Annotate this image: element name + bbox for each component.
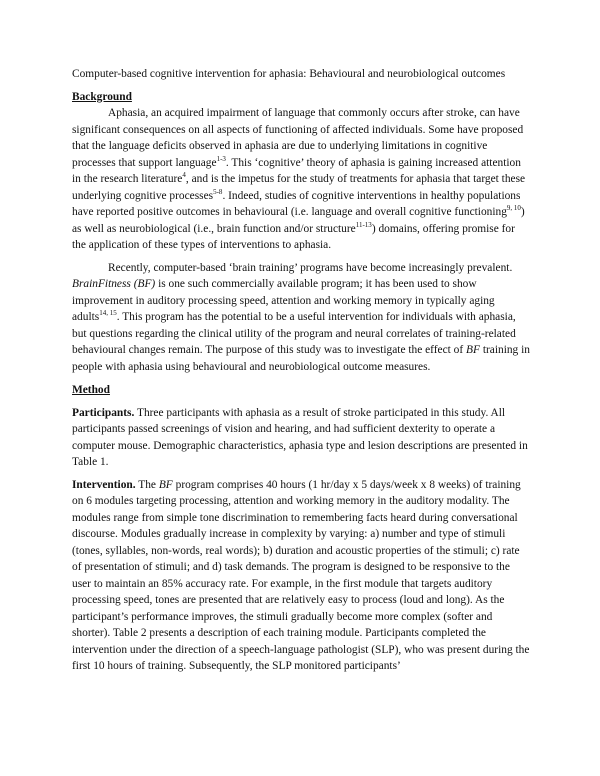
program-abbrev: BF (158, 478, 173, 491)
citation: 4 (182, 171, 186, 180)
document-title: Computer-based cognitive intervention for aphasia: Behavioural and neurobiological outcomes (72, 68, 506, 80)
citation: 5-8 (213, 187, 223, 196)
text: . This program has the potential to be a useful intervention for individuals with aphasia, but questions regarding the clinical utility of the program and neural correlates of training-related behavioural changes remain. The purpose of this study was to investigate the effect of (72, 311, 516, 356)
participants-paragraph (72, 405, 530, 471)
intervention-paragraph (72, 477, 530, 675)
text: Aphasia, an acquired impairment of language that commonly occurs after stroke, can have significant consequences on all aspects of functioning of affected individuals. Some have proposed that the language deficits observed in aphasia are due to underlying limitations in cognitive processes that support language (72, 107, 524, 169)
text: Recently, computer-based ‘brain training’ programs have become increasingly prevalent. (108, 261, 513, 274)
text: . Indeed, studies of cognitive interventions in healthy populations have reported positive outcomes in behavioural (i.e. language and overall cognitive functioning (72, 189, 521, 218)
text: program comprises 40 hours (1 hr/day x 5 days/week x 8 weeks) of training on 6 modules targeting processing, attention and working memory in the auditory modality. The modules range from simple tone discrimination to remembering facts heard during conversational discourse. Modules gradually increase in complexity by varying: a) number and type of stimuli (tones, syllables, non-words, real words); b) duration and acoustic properties of the stimuli; c) rate of presentation of stimuli; and d) task demands. The program is designed to be responsive to the user to maintain an 85% accuracy rate. For example, in the first module that targets auditory processing speed, tones are presented that are relatively easy to process (loud and long). As the participant’s performance improves, the stimuli gradually become more complex (softer and shorter). Table 2 presents a description of each training module. Participants completed the intervention under the direction of a speech-language pathologist (SLP), who was present during the first 10 hours of training. Subsequently, the SLP monitored participants’ (72, 478, 530, 672)
subheading-intervention: Intervention. (72, 478, 136, 491)
citation: 1-3 (216, 154, 226, 163)
background-paragraph-2 (72, 260, 530, 376)
text: ) as well as neurobiological (i.e., brain function and/or structure (72, 206, 525, 235)
document-page (72, 66, 530, 675)
text: . This ‘cognitive’ theory of aphasia is gaining increased attention in the research literature (72, 156, 521, 185)
text: ) domains, offering promise for the application of these types of interventions to aphasia. (72, 222, 515, 251)
section-heading-method: Method (72, 384, 110, 396)
citation: 11-13 (355, 220, 372, 229)
text: Three participants with aphasia as a result of stroke participated in this study. All participants passed screenings of vision and hearing, and had sufficient dexterity to operate a computer mouse. Demographic characteristics, aphasia type and lesion descriptions are presented in Table 1. (72, 406, 528, 468)
subheading-participants: Participants. (72, 406, 135, 419)
background-paragraph-1 (72, 105, 530, 254)
text: , and is the impetus for the study of treatments for aphasia that target these underlying cognitive processes (72, 173, 526, 202)
program-name: BrainFitness (BF) (72, 278, 156, 290)
citation: 14, 15 (99, 309, 117, 318)
text: The (138, 478, 156, 491)
text: is one such commercially available program; it has been used to show improvement in auditory processing speed, attention and working memory in typically aging adults (72, 278, 495, 323)
section-heading-background: Background (72, 90, 132, 103)
program-abbrev: BF (466, 344, 480, 356)
citation: 9, 10 (506, 204, 521, 213)
text: training in people with aphasia using behavioural and neurobiological outcome measures. (72, 344, 530, 373)
